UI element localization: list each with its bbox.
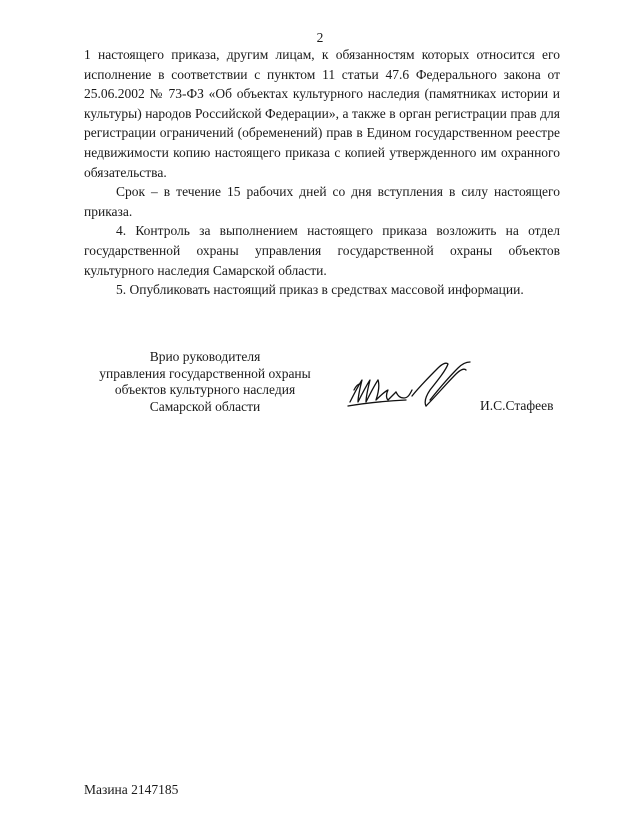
position-line: управления государственной охраны	[99, 365, 311, 381]
executor-info: Мазина 2147185	[84, 782, 179, 797]
paragraph-item-4: 4. Контроль за выполнением настоящего приказа возложить на отдел государственной охраны управления государственной охраны объектов культурного наследия Самарской области.	[84, 223, 560, 278]
document-body	[84, 45, 560, 300]
paragraph-item-5: 5. Опубликовать настоящий приказ в средствах массовой информации.	[116, 282, 524, 298]
page-number: 2	[316, 30, 324, 45]
signatory-position	[84, 349, 326, 415]
paragraph-continuation: 1 настоящего приказа, другим лицам, к обязанностям которых относится его исполнение в соответствии с пунктом 11 статьи 47.6 Федерального закона от 25.06.2002 № 73-ФЗ «Об объектах культурного наследия (памятниках истории и культуры) народов Российской Федерации», а также в орган регистрации прав для регистрации ограничений (обременений) прав в Едином государственном реестре недвижимости копию настоящего приказа с копией утвержденного им охранного обязательства.	[84, 47, 560, 180]
position-line: Врио руководителя	[149, 349, 261, 364]
position-line: объектов культурного наследия	[114, 382, 296, 398]
position-line: Самарской области	[149, 398, 261, 414]
handwritten-signature	[346, 356, 476, 418]
signer-name: И.С.Стафеев	[480, 398, 554, 413]
paragraph-deadline: Срок – в течение 15 рабочих дней со дня вступления в силу настоящего приказа.	[84, 184, 560, 219]
